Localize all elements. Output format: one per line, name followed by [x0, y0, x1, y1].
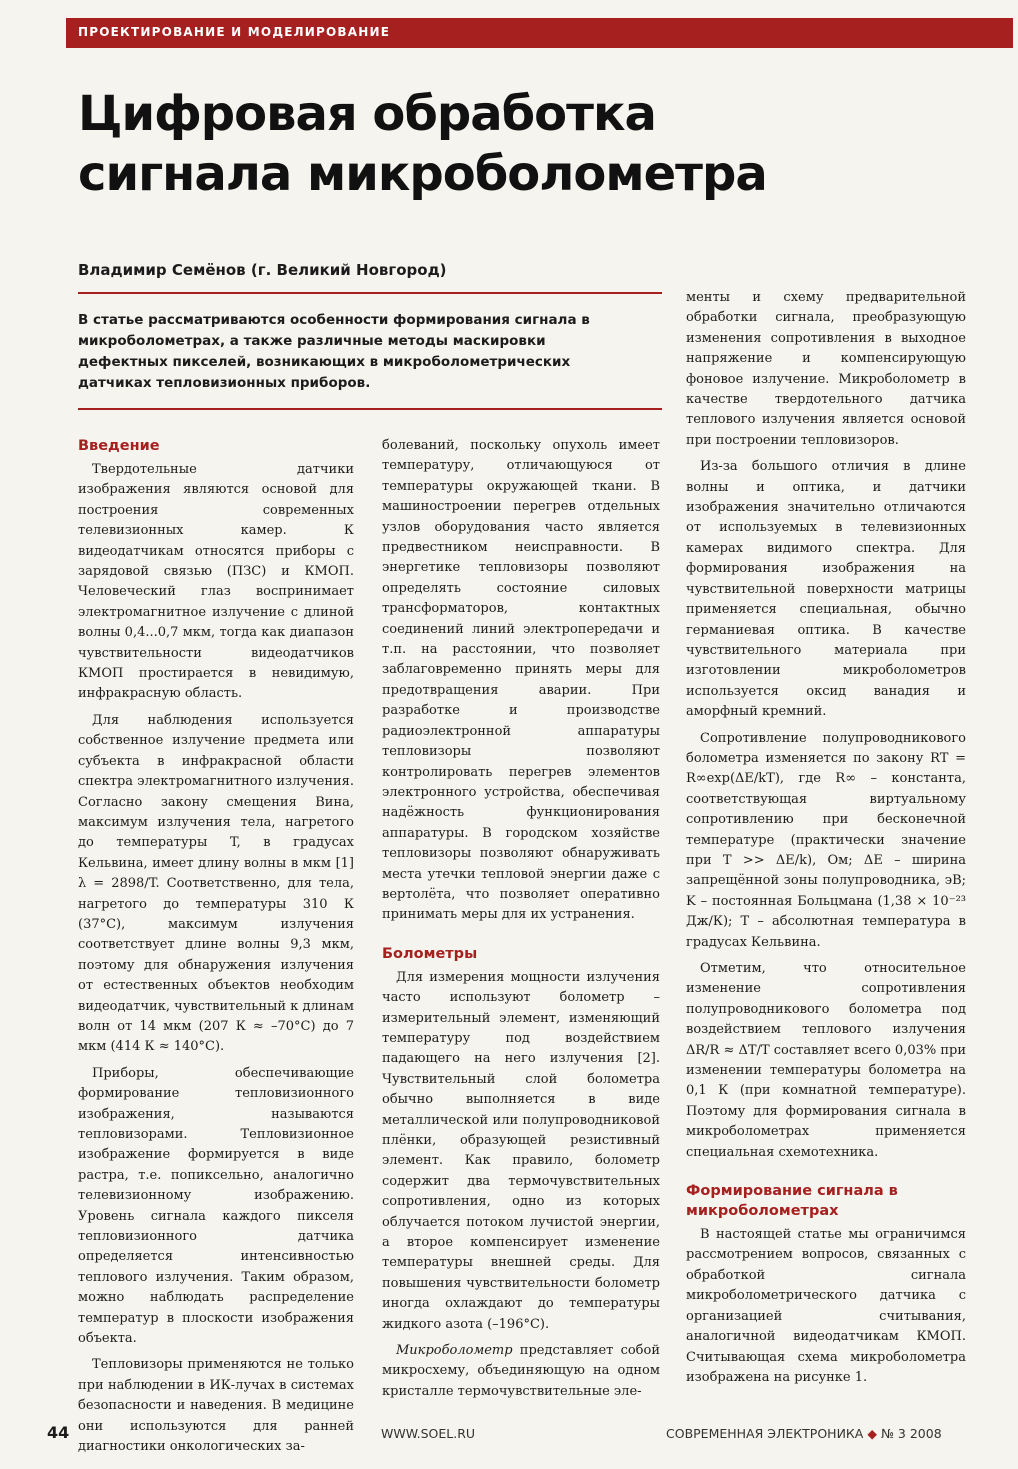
- paragraph: Приборы, обеспечивающие формирование тепловизионного изображения, называются тепловизорами. Тепловизионное изображение формируется в виде растра, т.е. попиксельно, аналогично телевизионному изображению. Уровень сигнала каждого пикселя тепловизионного датчика определяется интенсивностью теплового излучения. Таким образом, можно наблюдать распределение температур в плоскости изображения объекта.: [78, 1065, 354, 1347]
- column-1: [78, 436, 354, 1458]
- paragraph: Тепловизоры применяются не только при наблюдении в ИК-лучах в системах безопасности и наведения. В медицине они используются для ранней диагностики онкологических за-: [78, 1357, 354, 1455]
- paragraph: Для измерения мощности излучения часто используют болометр – измерительный элемент, изменяющий температуру под воздействием падающего на него излучения [2]. Чувствительный слой болометра обычно выполняется в виде металлической или полупроводниковой плёнки, образующей резистивный элемент. Как правило, болометр содержит два термочувствительных сопротивления, одно из которых облучается потоком лучистой энергии, а второе компенсирует изменение температуры внешней среды. Для повышения чувствительности болометр иногда охлаждают до температуры жидкого азота (–196°С).: [382, 969, 660, 1332]
- paragraph: В настоящей статье мы ограничимся рассмотрением вопросов, связанных с обработкой сигнала микроболометрического датчика с организацией считывания, аналогичной видеодатчикам КМОП. Считывающая схема микроболометра изображена на рисунке 1.: [686, 1227, 966, 1385]
- paragraph: Отметим, что относительное изменение сопротивления полупроводникового болометра под воздействием теплового излучения ΔR/R ≈ ΔT/T составляет всего 0,03% при изменении температуры болометра на 0,1 К (при комнатной температуре). Поэтому для формирования сигнала в микроболометрах применяется специальная схемотехника.: [686, 961, 967, 1160]
- heading-signal-formation: Формирование сигнала в микроболометрах: [686, 1183, 898, 1220]
- article-abstract: В статье рассматриваются особенности формирования сигнала в микроболометрах, а также различные методы маскировки дефектных пикселей, возникающих в микроболометрических датчиках тепловизионных приборов.: [78, 312, 590, 391]
- diamond-icon: ◆: [867, 1426, 877, 1441]
- journal-name: СОВРЕМЕННАЯ ЭЛЕКТРОНИКА: [666, 1426, 864, 1441]
- paragraph: Сопротивление полупроводникового болометра изменяется по закону RT = R∞exp(ΔE/kT), где R∞ – константа, соответствующая виртуальному сопротивлению при бесконечной температуре (практически значение при T >> ΔE/k), Ом; ΔE – ширина запрещённой зоны полупроводника, эВ; K – постоянная Больцмана (1,38 × 10⁻²³ Дж/К); T – абсолютная температура в градусах Кельвина.: [686, 730, 966, 950]
- issue-number: № 3 2008: [880, 1426, 942, 1441]
- paragraph: [382, 1341, 660, 1402]
- section-header-label: ПРОЕКТИРОВАНИЕ И МОДЕЛИРОВАНИЕ: [78, 25, 391, 39]
- page-number: 44: [47, 1423, 70, 1442]
- abstract-top-rule: [78, 292, 662, 294]
- heading-introduction: Введение: [78, 438, 160, 454]
- paragraph: менты и схему предварительной обработки сигнала, преобразующую изменения сопротивления в выходное напряжение и компенсирующую фоновое излучение. Микроболометр в качестве твердотельного датчика теплового излучения является основой при построении тепловизоров.: [686, 290, 966, 448]
- abstract-bottom-rule: [78, 408, 662, 410]
- heading-bolometers: Болометры: [382, 945, 478, 962]
- column-2: [382, 436, 660, 1402]
- paragraph: Твердотельные датчики изображения являются основой для построения современных телевизионных камер. К видеодатчикам относятся приборы с зарядовой связью (ПЗС) и КМОП. Человеческий глаз воспринимает электромагнитное излучение с длиной волны 0,4...0,7 мкм, тогда как диапазон чувствительности видеодатчиков КМОП простирается в невидимую, инфракрасную область.: [78, 462, 354, 702]
- article-author: Владимир Семёнов (г. Великий Новгород): [78, 261, 447, 279]
- paragraph-text: представляет собой микросхему, объединяющую на одном кристалле термочувствительные эле-: [382, 1343, 660, 1399]
- footer-journal: [666, 1426, 942, 1441]
- column-3: [686, 288, 966, 1388]
- footer-site-link[interactable]: WWW.SOEL.RU: [381, 1426, 476, 1441]
- paragraph: Для наблюдения используется собственное излучение предмета или субъекта в инфракрасной области спектра электромагнитного излучения. Согласно закону смещения Вина, максимум излучения тела, нагретого до температуры T, в градусах Кельвина, имеет длину волны в мкм [1] λ = 2898/T. Соответственно, для тела, нагретого до температуры 310 К (37°С), максимум излучения соответствует длине волны 9,3 мкм, поэтому для обнаружения излучения от естественных объектов необходим видеодатчик, чувствительный к длинам волн от 14 мкм (207 К ≈ –70°С) до 7 мкм (414 К ≈ 140°С).: [78, 712, 354, 1055]
- paragraph: Из-за большого отличия в длине волны и оптика, и датчики изображения значительно отличаются от используемых в телевизионных камерах видимого спектра. Для формирования изображения на чувствительной поверхности матрицы применяется специальная, обычно германиевая оптика. В качестве чувствительного материала при изготовлении микроболометров используется оксид ванадия и аморфный кремний.: [686, 459, 966, 720]
- term-microbolometer: Микроболометр: [396, 1343, 513, 1359]
- article-title: Цифровая обработка сигнала микроболометра: [78, 86, 767, 202]
- paragraph: болеваний, поскольку опухоль имеет температуру, отличающуюся от температуры окружающей ткани. В машиностроении перегрев отдельных узлов оборудования часто является предвестником неисправности. В энергетике тепловизоры позволяют определять состояние силовых трансформаторов, контактных соединений линий электропередачи и т.п. на расстоянии, что позволяет заблаговременно принять меры для предотвращения аварии. При разработке и производстве радиоэлектронной аппаратуры тепловизоры позволяют контролировать перегрев элементов электронного устройства, обеспечивая надёжность функционирования аппаратуры. В городском хозяйстве тепловизоры позволяют обнаруживать места утечки тепловой энергии даже с вертолёта, что позволяет оперативно принимать меры для их устранения.: [382, 438, 660, 923]
